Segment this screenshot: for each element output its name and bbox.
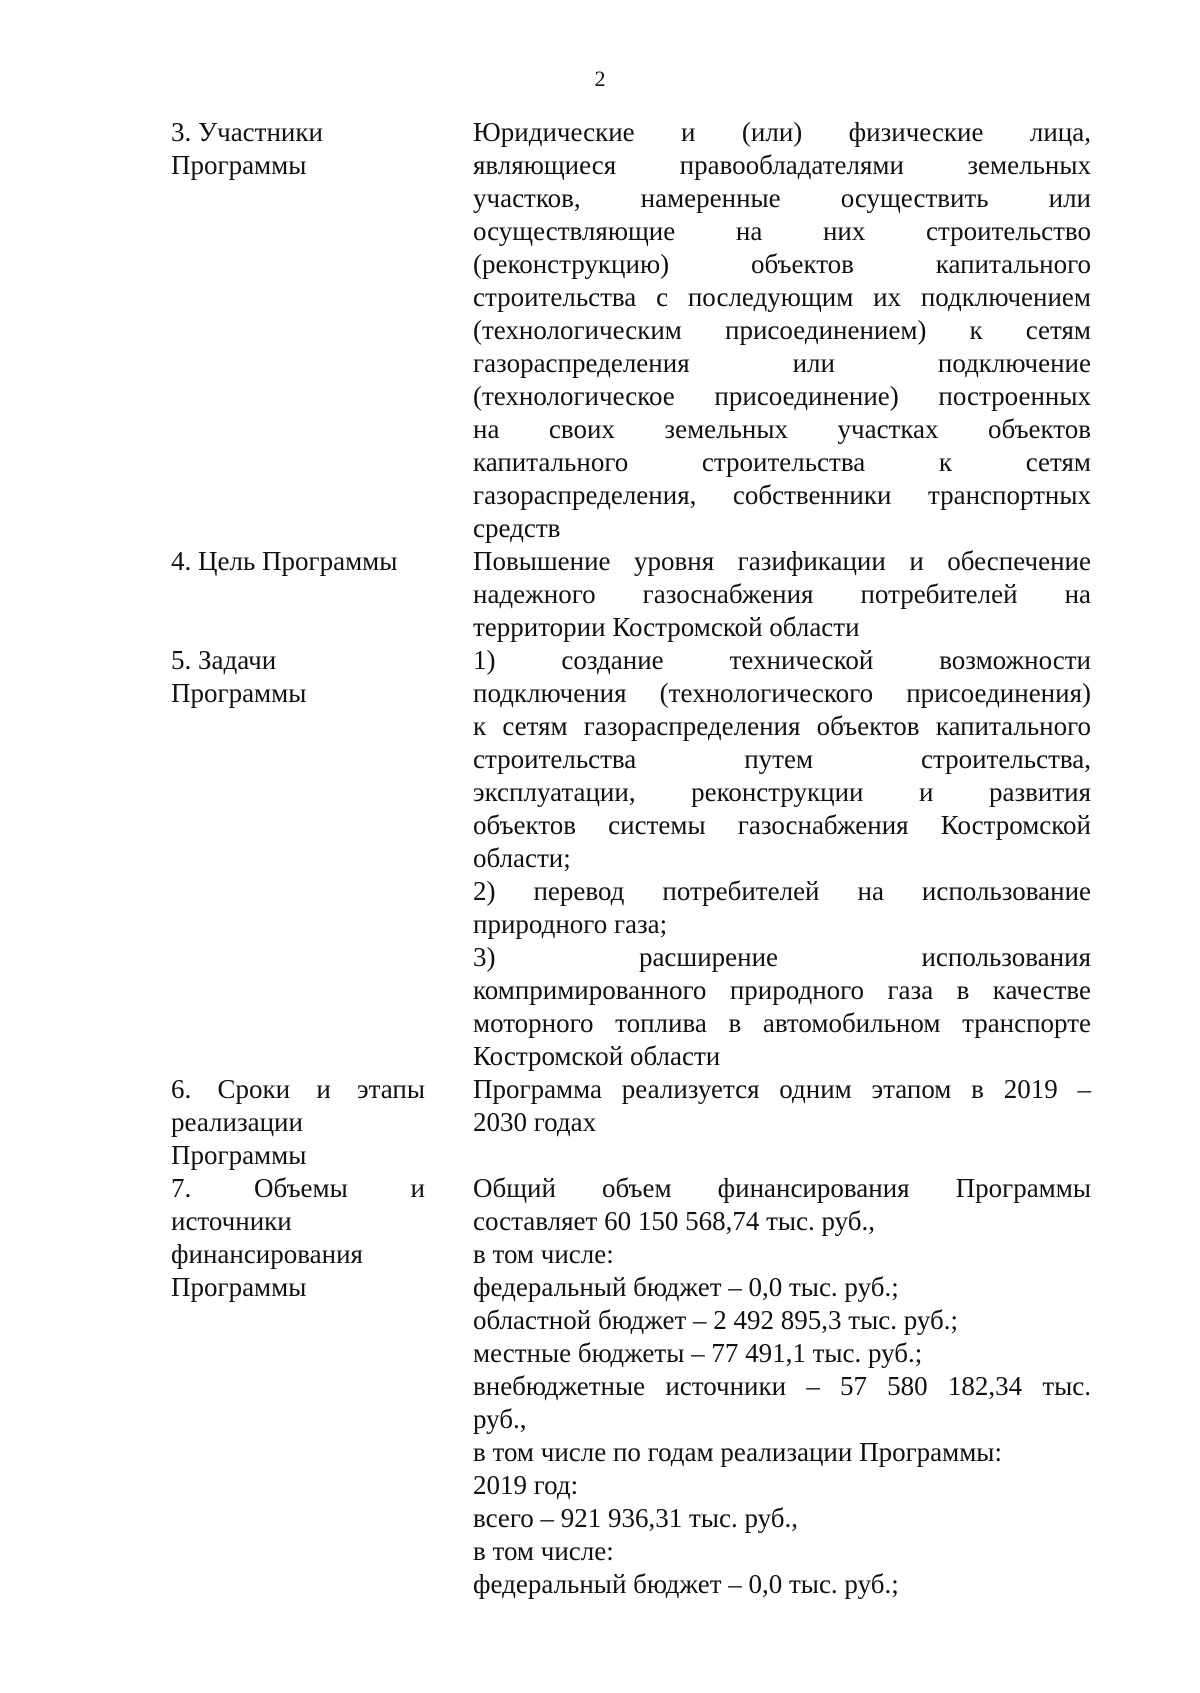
label-line: 6. Сроки и этапы xyxy=(171,1074,425,1104)
passport-row-timeline xyxy=(171,1073,1091,1172)
text-line: в том числе: xyxy=(473,1239,614,1269)
text-line: 1) создание технической возможности xyxy=(473,645,1091,675)
row-label xyxy=(171,116,425,182)
label-line: реализации xyxy=(171,1107,303,1137)
content-paragraph xyxy=(473,1073,1091,1139)
row-label xyxy=(171,545,425,578)
text-line: осуществляющие на них строительство xyxy=(473,216,1091,246)
row-content xyxy=(473,545,1091,644)
text-line: области; xyxy=(473,843,571,873)
row-content xyxy=(473,1172,1091,1601)
text-line: 2030 годах xyxy=(473,1107,597,1137)
text-line: (реконструкцию) объектов капитального xyxy=(473,249,1091,279)
row-content xyxy=(473,644,1091,1073)
label-line: 4. Цель Программы xyxy=(171,546,398,576)
content-paragraph xyxy=(473,1304,1091,1337)
text-line: участков, намеренные осуществить или xyxy=(473,183,1091,213)
content-paragraph xyxy=(473,1502,1091,1535)
text-line: Юридические и (или) физические лица, xyxy=(473,117,1091,147)
label-line: Программы xyxy=(171,678,307,708)
content-paragraph xyxy=(473,941,1091,1073)
content-paragraph xyxy=(473,1337,1091,1370)
text-line: местные бюджеты – 77 491,1 тыс. руб.; xyxy=(473,1338,923,1368)
text-line: газораспределения, собственники транспортных xyxy=(473,480,1091,510)
text-line: составляет 60 150 568,74 тыс. руб., xyxy=(473,1206,876,1236)
text-line: всего – 921 936,31 тыс. руб., xyxy=(473,1503,798,1533)
page-number: 2 xyxy=(594,66,606,91)
text-line: областной бюджет – 2 492 895,3 тыс. руб.; xyxy=(473,1305,959,1335)
row-label xyxy=(171,1073,425,1172)
text-line: на своих земельных участках объектов xyxy=(473,414,1091,444)
text-line: федеральный бюджет – 0,0 тыс. руб.; xyxy=(473,1569,899,1599)
passport-row-funding xyxy=(171,1172,1091,1601)
text-line: эксплуатации, реконструкции и развития xyxy=(473,777,1091,807)
label-line: Программы xyxy=(171,1140,307,1170)
content-paragraph xyxy=(473,1469,1091,1502)
text-line: 2) перевод потребителей на использование xyxy=(473,876,1091,906)
text-line: 3) расширение использования xyxy=(473,942,1091,972)
label-line: финансирования xyxy=(171,1239,363,1269)
content-paragraph xyxy=(473,1436,1091,1469)
text-line: в том числе по годам реализации Программы: xyxy=(473,1437,1002,1467)
text-line: моторного топлива в автомобильном транспорте xyxy=(473,1008,1091,1038)
content-paragraph xyxy=(473,1535,1091,1568)
text-line: надежного газоснабжения потребителей на xyxy=(473,579,1091,609)
text-line: (технологическое присоединение) построенных xyxy=(473,381,1091,411)
text-line: Костромской области xyxy=(473,1041,721,1071)
text-line: строительства путем строительства, xyxy=(473,744,1091,774)
label-line: Программы xyxy=(171,1272,307,1302)
text-line: внебюджетные источники – 57 580 182,34 тыс. xyxy=(473,1371,1091,1401)
content-paragraph xyxy=(473,644,1091,875)
text-line: объектов системы газоснабжения Костромской xyxy=(473,810,1091,840)
row-label xyxy=(171,1172,425,1304)
label-line: Программы xyxy=(171,150,307,180)
text-line: компримированного природного газа в качестве xyxy=(473,975,1091,1005)
content-paragraph xyxy=(473,875,1091,941)
text-line: к сетям газораспределения объектов капитального xyxy=(473,711,1091,741)
text-line: газораспределения или подключение xyxy=(473,348,1091,378)
label-line: 5. Задачи xyxy=(171,645,277,675)
text-line: природного газа; xyxy=(473,909,668,939)
text-line: подключения (технологического присоединения) xyxy=(473,678,1091,708)
content-paragraph xyxy=(473,1370,1091,1436)
content-paragraph xyxy=(473,545,1091,644)
content-paragraph xyxy=(473,1172,1091,1238)
text-line: руб., xyxy=(473,1404,527,1434)
text-line: Общий объем финансирования Программы xyxy=(473,1173,1091,1203)
text-line: федеральный бюджет – 0,0 тыс. руб.; xyxy=(473,1272,899,1302)
label-line: 7. Объемы и xyxy=(171,1173,425,1203)
content-paragraph xyxy=(473,1568,1091,1601)
text-line: капитального строительства к сетям xyxy=(473,447,1091,477)
text-line: Программа реализуется одним этапом в 2019 – xyxy=(473,1074,1091,1104)
passport-row-tasks xyxy=(171,644,1091,1073)
text-line: 2019 год: xyxy=(473,1470,579,1500)
content-paragraph xyxy=(473,116,1091,545)
text-line: средств xyxy=(473,513,561,543)
text-line: являющиеся правообладателями земельных xyxy=(473,150,1091,180)
content-paragraph xyxy=(473,1238,1091,1271)
text-line: Повышение уровня газификации и обеспечение xyxy=(473,546,1091,576)
label-line: источники xyxy=(171,1206,292,1236)
passport-row-goal xyxy=(171,545,1091,644)
program-passport-table xyxy=(171,116,1091,1601)
text-line: в том числе: xyxy=(473,1536,614,1566)
text-line: (технологическим присоединением) к сетям xyxy=(473,315,1091,345)
row-label xyxy=(171,644,425,710)
label-line: 3. Участники xyxy=(171,117,323,147)
text-line: строительства с последующим их подключением xyxy=(473,282,1091,312)
passport-row-participants xyxy=(171,116,1091,545)
text-line: территории Костромской области xyxy=(473,612,860,642)
content-paragraph xyxy=(473,1271,1091,1304)
row-content xyxy=(473,116,1091,545)
row-content xyxy=(473,1073,1091,1139)
